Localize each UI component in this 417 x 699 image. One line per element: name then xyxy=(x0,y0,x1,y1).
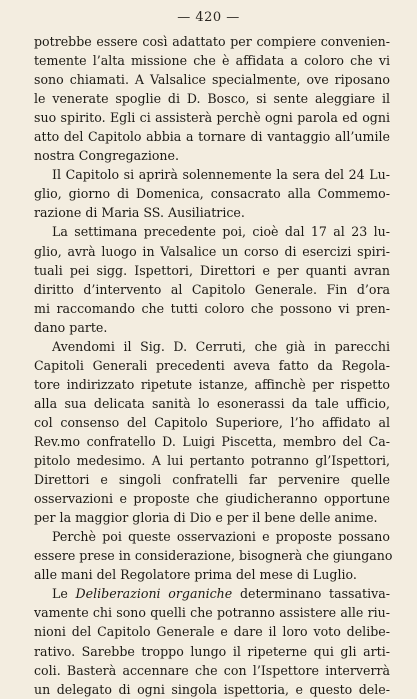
text-line: glio, giorno di Domenica, consacrato alla Commemo- xyxy=(34,186,390,202)
text-line: Avendomi il Sig. D. Cerruti, che già in parecchi xyxy=(52,338,390,354)
text-line: nostra Congregazione. xyxy=(34,148,179,164)
text-line: essere prese in considerazione, bisognerà che giungano xyxy=(34,548,393,564)
text-line: tore indirizzato ripetute istanze, affinchè per rispetto xyxy=(34,376,390,392)
text-line: glio, avrà luogo in Valsalice un corso di esercizi spiri- xyxy=(34,243,390,259)
text-line: pitolo medesimo. A lui pertanto potranno gl’Ispettori, xyxy=(34,453,390,469)
text-line: suo spirito. Egli ci assisterà perchè ogni parola ed ogni xyxy=(34,110,390,126)
paragraph xyxy=(34,527,393,584)
text-line: La settimana precedente poi, cioè dal 17 al 23 lu- xyxy=(52,224,390,240)
text-line: vamente chi sono quelli che potranno assistere alle riu- xyxy=(34,605,390,621)
text-fragment: determinano tassativa- xyxy=(232,586,390,602)
text-line: sono chiamati. A Valsalice specialmente, ove riposano xyxy=(34,72,390,88)
text-line: potrebbe essere così adattato per compiere convenien- xyxy=(34,34,390,49)
text-line: alle mani del Regolatore prima del mese di Luglio. xyxy=(34,567,357,583)
text-line: atto del Capitolo abbia a tornare di vantaggio all’umile xyxy=(34,129,390,145)
text-line: temente l’alta missione che è affidata a coloro che vi xyxy=(34,53,390,69)
text-line: Capitoli Generali precedenti aveva fatto da Regola- xyxy=(34,357,390,373)
paragraph xyxy=(34,32,390,165)
text-line: per la maggior gloria di Dio e per il bene delle anime. xyxy=(34,510,378,526)
text-line: diritto d’intervento al Capitolo Generale. Fin d’ora xyxy=(34,281,390,297)
text-line: Il Capitolo si aprirà solennemente la sera del 24 Lu- xyxy=(52,167,390,183)
text-line: tuali pei sigg. Ispettori, Direttori e per quanti avran xyxy=(34,262,390,278)
body-text xyxy=(34,32,393,699)
text-line xyxy=(34,584,390,603)
text-line: coli. Basterà accennare che con l’Ispettore interverrà xyxy=(34,662,390,678)
paragraph xyxy=(34,337,390,527)
text-line: col consenso del Capitolo Superiore, l’ho affidato al xyxy=(34,414,390,430)
italic-title: Deliberazioni organiche xyxy=(75,586,233,602)
text-line: nioni del Capitolo Generale e dare il loro voto delibe- xyxy=(34,624,390,640)
text-fragment: Le xyxy=(52,586,76,602)
paragraph xyxy=(34,222,390,336)
page-number: — 420 — xyxy=(177,10,240,25)
paragraph xyxy=(34,165,390,222)
text-line: le venerate spoglie di D. Bosco, si sente aleggiare il xyxy=(34,91,390,107)
text-line: Rev.mo confratello D. Luigi Piscetta, membro del Ca- xyxy=(34,433,390,449)
paragraph xyxy=(34,584,390,698)
text-line: osservazioni e proposte che giudicheranno opportune xyxy=(34,491,390,507)
text-line: rativo. Sarebbe troppo lungo il ripeterne qui gli arti- xyxy=(34,643,390,659)
text-line: dano parte. xyxy=(34,319,108,335)
text-line: Direttori e singoli confratelli far pervenire quelle xyxy=(34,472,390,488)
text-line: un delegato di ogni singola ispettoria, e questo dele- xyxy=(34,681,390,697)
text-line: mi raccomando che tutti coloro che possono vi pren- xyxy=(34,300,390,316)
text-line: alla sua delicata sanità lo esonerassi da tale ufficio, xyxy=(34,395,390,411)
text-line: Perchè poi queste osservazioni e proposte possano xyxy=(52,529,390,545)
text-line: razione di Maria SS. Ausiliatrice. xyxy=(34,205,245,221)
